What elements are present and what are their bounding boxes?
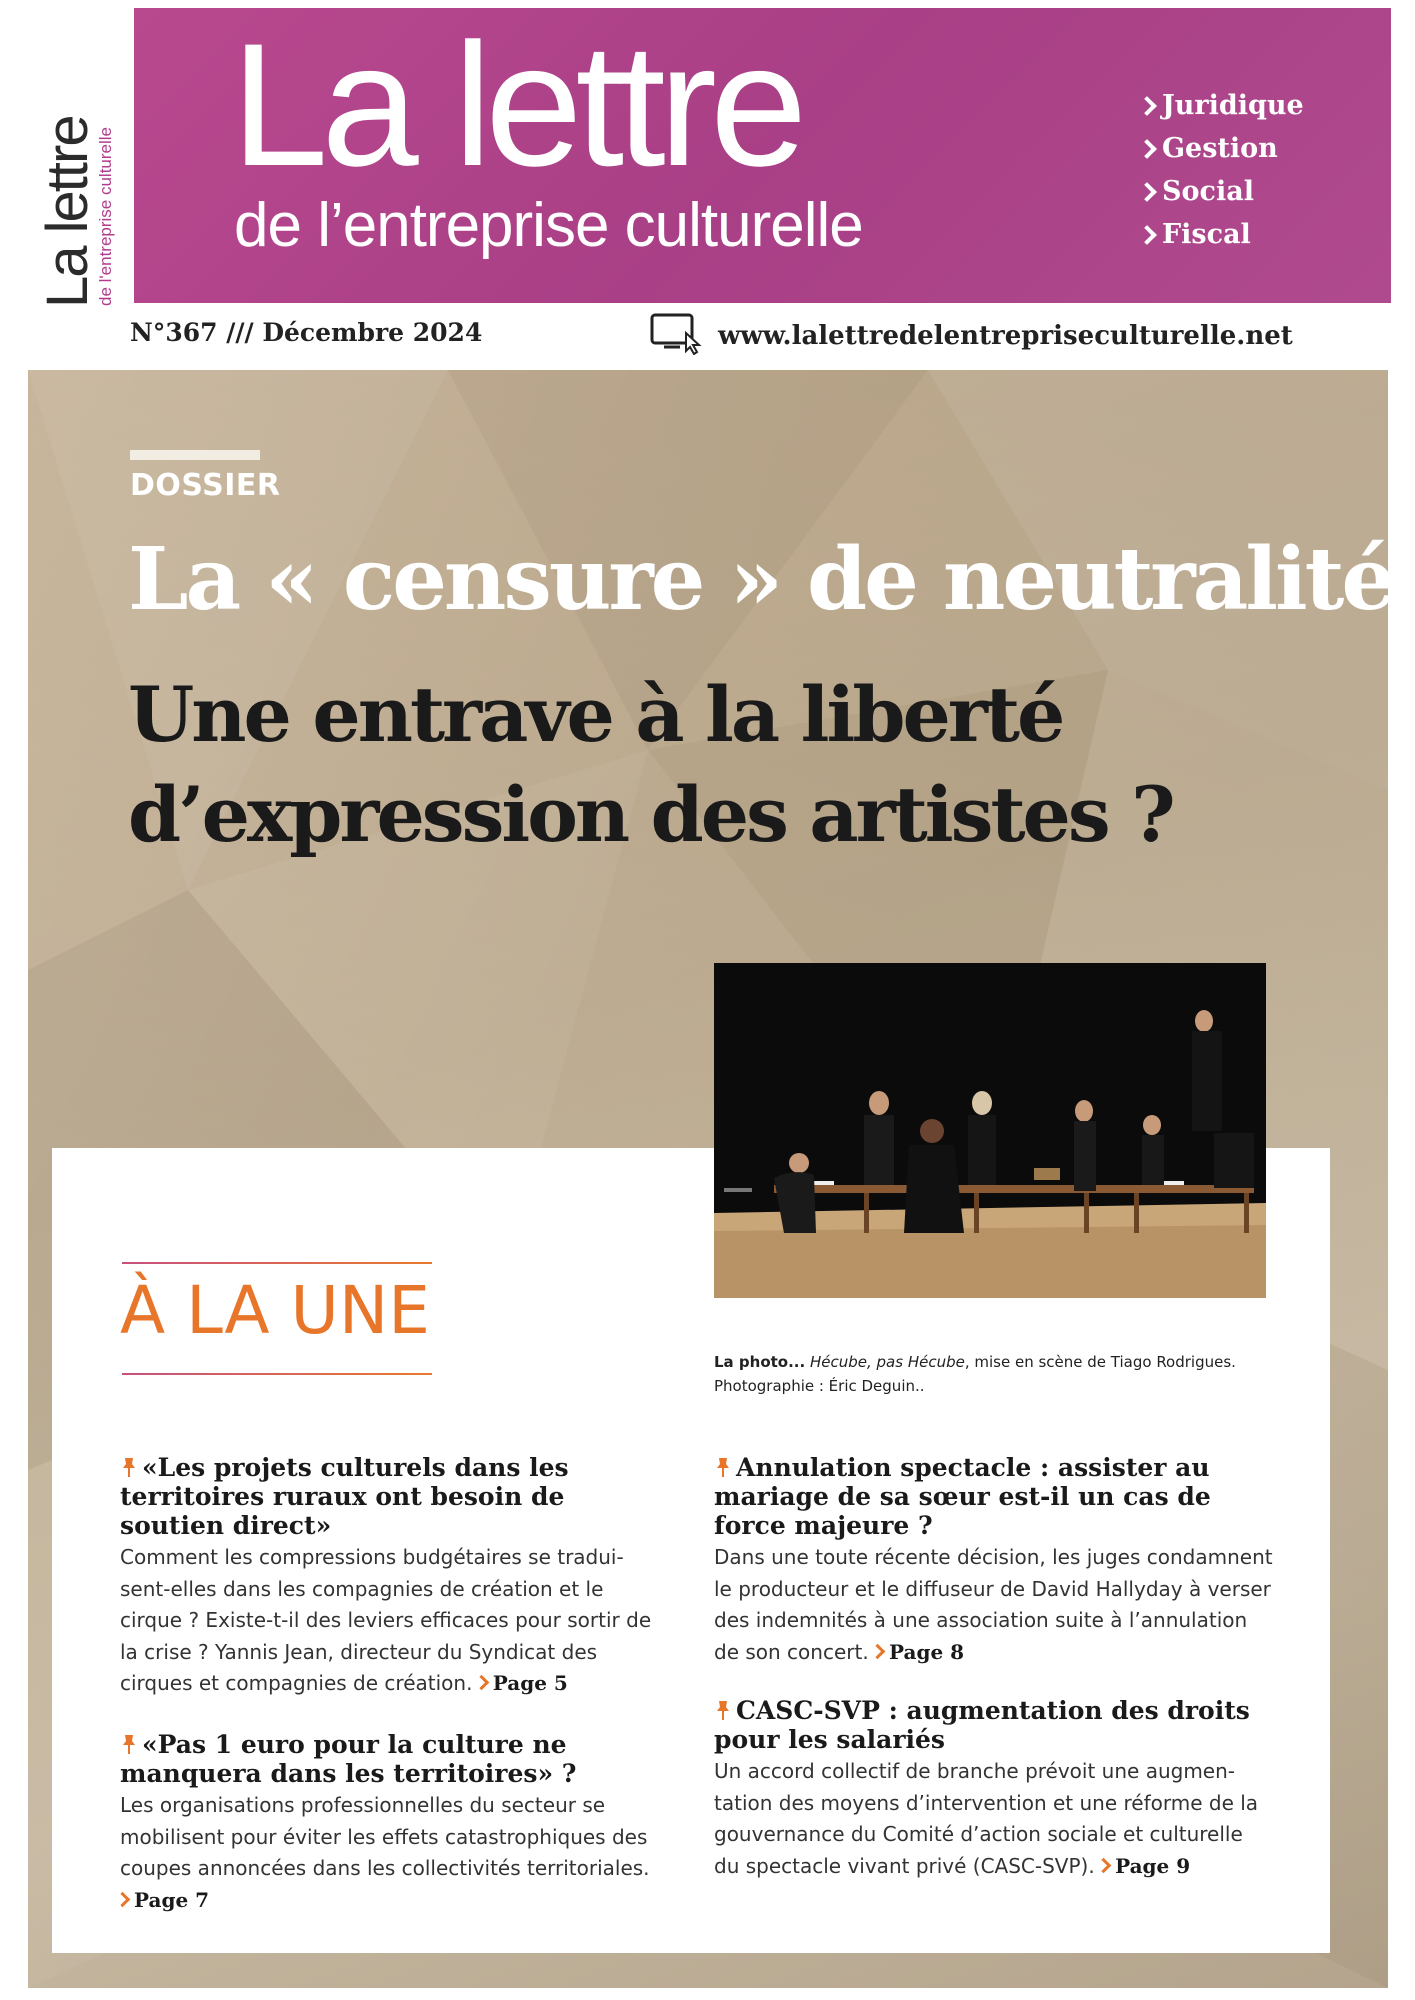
chevron-right-icon xyxy=(1144,96,1152,116)
pushpin-icon xyxy=(714,1699,732,1721)
issue-number-date: N°367 /// Décembre 2024 xyxy=(130,318,483,347)
menu-item-social[interactable]: Social xyxy=(1144,170,1304,213)
side-logo-title: La lettre xyxy=(35,116,100,308)
page-ref[interactable]: Page 9 xyxy=(1101,1854,1190,1878)
chevron-right-icon xyxy=(1144,225,1152,245)
stage-photo xyxy=(714,963,1266,1298)
page-ref[interactable]: Page 5 xyxy=(479,1671,568,1695)
chevron-right-icon xyxy=(1144,182,1152,202)
article-title: Annulation spectacle : assister au mariage de sa sœur est-il un cas de force majeure ? xyxy=(714,1453,1211,1540)
dossier-subheadline: Une entrave à la liberté d’expression des artistes ? xyxy=(128,670,1173,859)
computer-click-icon xyxy=(650,311,702,355)
masthead-subtitle: de l’entreprise culturelle xyxy=(234,191,863,260)
website-link[interactable]: www.lalettredelentrepriseculturelle.net xyxy=(718,321,1293,351)
side-logo xyxy=(35,60,118,308)
chevron-right-icon xyxy=(875,1643,881,1659)
chevron-right-icon xyxy=(1144,139,1152,159)
chevron-right-icon xyxy=(1101,1857,1107,1873)
menu-item-fiscal[interactable]: Fiscal xyxy=(1144,213,1304,256)
article-rural-projects[interactable] xyxy=(120,1453,660,1700)
article-territories-funding[interactable] xyxy=(120,1730,660,1916)
article-casc-svp[interactable] xyxy=(714,1696,1274,1882)
photo-caption: La photo... Hécube, pas Hécube, mise en scène de Tiago Rodrigues. Photographie : Éric Deguin.. xyxy=(714,1353,1236,1395)
article-title: CASC-SVP : augmentation des droits pour les salariés xyxy=(714,1696,1250,1754)
pushpin-icon xyxy=(120,1456,138,1478)
article-body: Dans une toute récente décision, les juges condamnent le producteur et le diffuseur de David Hallyday à verser des indemnités à une association suite à l’annulation de son concert. Page 8 xyxy=(714,1545,1273,1664)
pushpin-icon xyxy=(120,1733,138,1755)
dossier-label: DOSSIER xyxy=(130,468,281,503)
une-rule-top xyxy=(122,1262,432,1264)
article-body: Les organisations professionnelles du secteur se mobilisent pour éviter les effets catastrophiques des coupes annoncées dans les collectivités territoriales. Page 7 xyxy=(120,1793,650,1912)
masthead-title: La lettre xyxy=(231,8,801,203)
menu-item-juridique[interactable]: Juridique xyxy=(1144,84,1304,127)
side-logo-subtitle: de l'entreprise culturelle xyxy=(96,126,115,306)
a-la-une-heading: À LA UNE xyxy=(120,1272,430,1349)
article-title: «Pas 1 euro pour la culture ne manquera dans les territoires» ? xyxy=(120,1730,577,1788)
article-title: «Les projets culturels dans les territoires ruraux ont besoin de soutien direct» xyxy=(120,1453,569,1540)
page-ref[interactable]: Page 8 xyxy=(875,1640,964,1664)
chevron-right-icon xyxy=(120,1891,126,1907)
dossier-headline: La « censure » de neutralité xyxy=(128,529,1394,630)
pushpin-icon xyxy=(714,1456,732,1478)
section-menu xyxy=(1144,84,1304,256)
article-show-cancellation[interactable] xyxy=(714,1453,1274,1668)
article-body: Un accord collectif de branche prévoit une augmen-tation des moyens d’intervention et une réforme de la gouvernance du Comité d’action sociale et culturelle du spectacle vivant privé (CASC-SVP). Page 9 xyxy=(714,1759,1259,1878)
menu-item-gestion[interactable]: Gestion xyxy=(1144,127,1304,170)
dossier-rule xyxy=(130,450,260,460)
une-rule-bottom xyxy=(122,1373,432,1375)
chevron-right-icon xyxy=(479,1674,485,1690)
article-body: Comment les compressions budgétaires se tradui-sent-elles dans les compagnies de création et le cirque ? Existe-t-il des leviers efficaces pour sortir de la crise ? Yannis Jean, directeur du Syndicat des cirques et compagnies de création. Page 5 xyxy=(120,1545,652,1695)
masthead-banner xyxy=(134,8,1391,303)
page-ref[interactable]: Page 7 xyxy=(120,1888,209,1912)
